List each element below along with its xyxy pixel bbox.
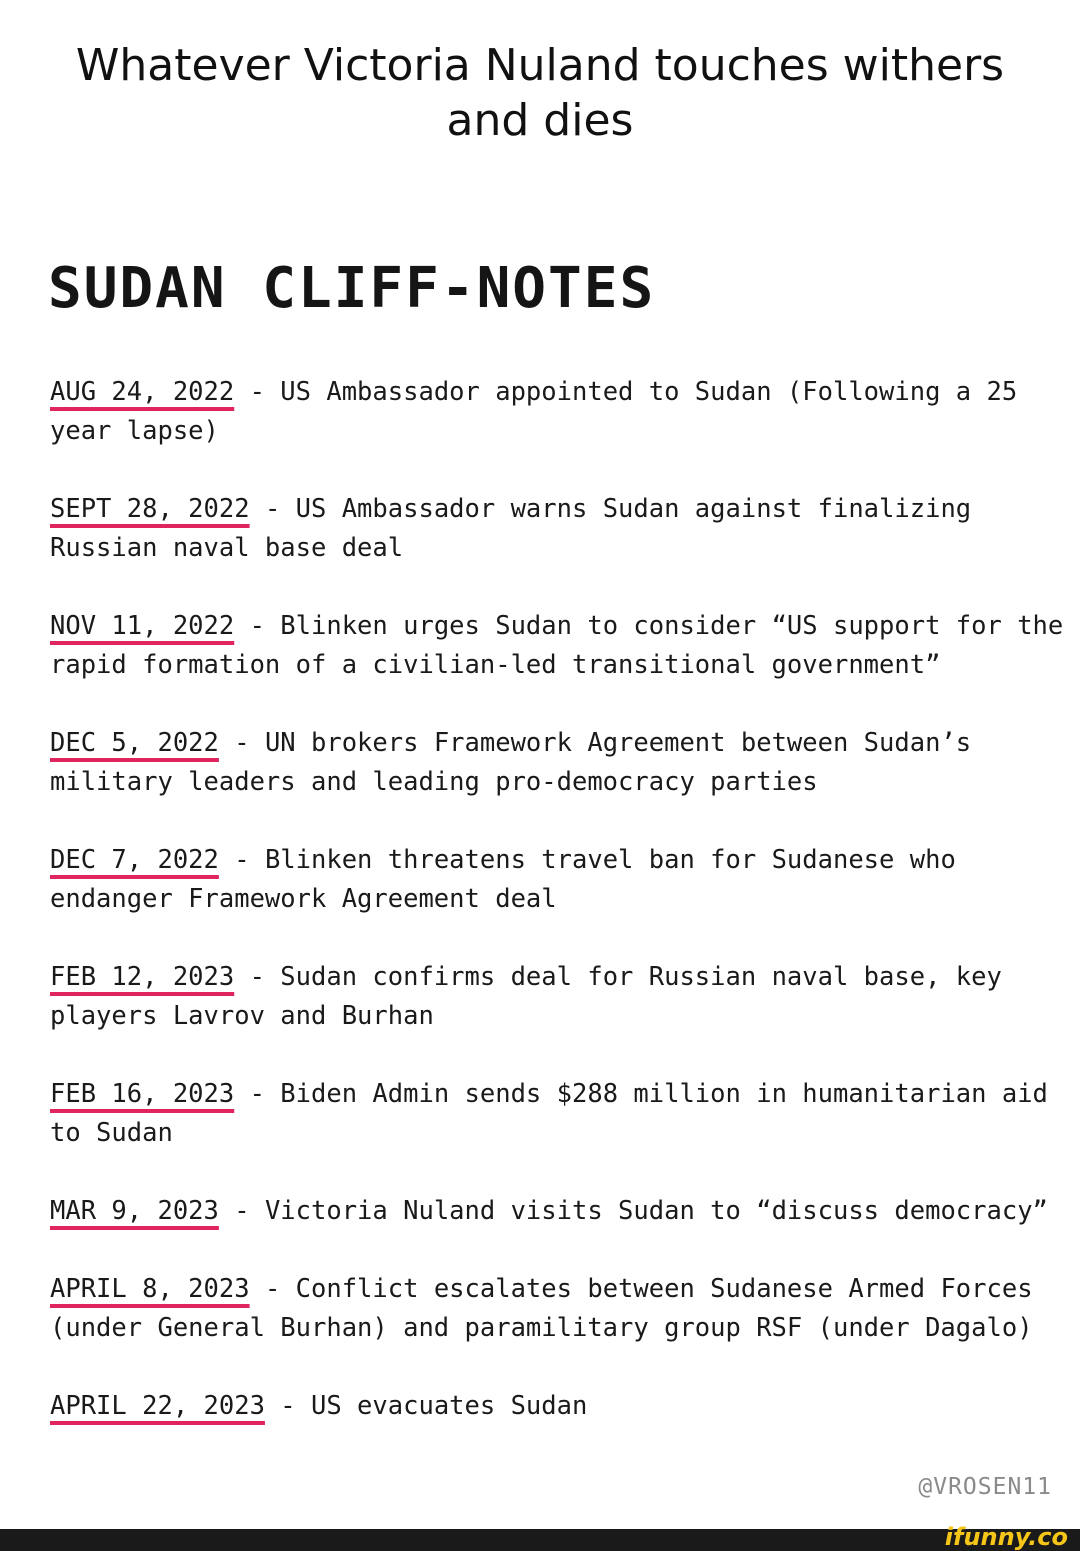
- entry-date: FEB 16, 2023: [50, 1079, 235, 1109]
- entry-date: DEC 5, 2022: [50, 728, 219, 758]
- entry-text: - Biden Admin sends $288 million in humanitarian aid to Sudan: [50, 1079, 1064, 1148]
- entry-date: DEC 7, 2022: [50, 845, 219, 875]
- entry-text: - Sudan confirms deal for Russian naval base, key players Lavrov and Burhan: [50, 962, 1018, 1031]
- timeline-entry: [50, 958, 1070, 1036]
- timeline-entry: [50, 1270, 1070, 1348]
- entry-text: - UN brokers Framework Agreement between Sudan’s military leaders and leading pro-democracy parties: [50, 728, 987, 797]
- timeline-entry: [50, 841, 1070, 919]
- entry-text: - Conflict escalates between Sudanese Armed Forces (under General Burhan) and paramilitary group RSF (under Dagalo): [50, 1274, 1048, 1343]
- timeline-entry: [50, 1192, 1070, 1231]
- entry-text: - US evacuates Sudan: [264, 1391, 588, 1421]
- entry-text: - Blinken urges Sudan to consider “US support for the rapid formation of a civilian-led transitional government”: [50, 611, 1079, 680]
- entry-text: - Blinken threatens travel ban for Sudanese who endanger Framework Agreement deal: [50, 845, 972, 914]
- card-title: SUDAN CLIFF-NOTES: [48, 256, 656, 321]
- entry-date: MAR 9, 2023: [50, 1196, 219, 1226]
- entry-text: - US Ambassador warns Sudan against finalizing Russian naval base deal: [50, 494, 987, 563]
- timeline-entry: [50, 490, 1070, 568]
- entry-text: - US Ambassador appointed to Sudan (Following a 25 year lapse): [50, 377, 1033, 446]
- author-handle: @VROSEN11: [918, 1474, 1052, 1500]
- timeline-list: [50, 373, 1079, 1426]
- timeline-entry: [50, 607, 1079, 685]
- entry-date: SEPT 28, 2022: [50, 494, 250, 524]
- meme-caption: Whatever Victoria Nuland touches withers and dies: [75, 40, 1005, 146]
- entry-date: AUG 24, 2022: [50, 377, 235, 407]
- timeline-entry: [50, 1387, 1070, 1426]
- entry-date: NOV 11, 2022: [50, 611, 235, 641]
- watermark-bar: [0, 1523, 1080, 1551]
- entry-text: - Victoria Nuland visits Sudan to “discuss democracy”: [218, 1196, 1048, 1226]
- ifunny-logo[interactable]: ifunny.co: [944, 1523, 1068, 1551]
- entry-date: APRIL 8, 2023: [50, 1274, 250, 1304]
- timeline-entry: [50, 373, 1070, 451]
- timeline-entry: [50, 1075, 1070, 1153]
- entry-date: APRIL 22, 2023: [50, 1391, 265, 1421]
- entry-date: FEB 12, 2023: [50, 962, 235, 992]
- timeline-entry: [50, 724, 1070, 802]
